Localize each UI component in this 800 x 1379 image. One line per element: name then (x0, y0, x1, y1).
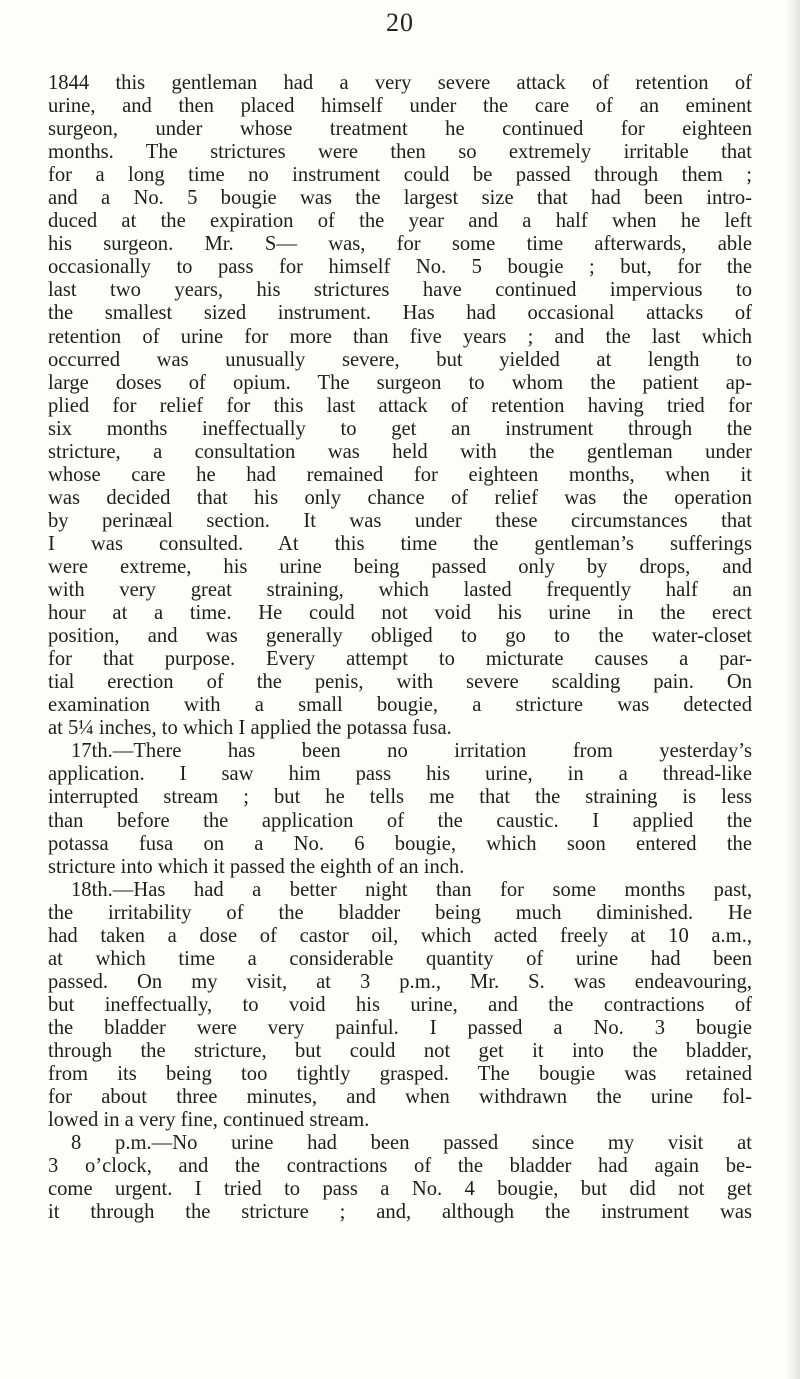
text-line: the bladder were very painful. I passed a No. 3 bougie (48, 1016, 752, 1039)
text-line: months. The strictures were then so extremely irritable that (48, 141, 752, 164)
text-line: had taken a dose of castor oil, which acted freely at 10 a.m., (48, 924, 752, 947)
text-line: at which time a considerable quantity of urine had been (48, 947, 752, 970)
text-line: I was consulted. At this time the gentleman’s sufferings (48, 532, 752, 555)
text-line: whose care he had remained for eighteen months, when it (48, 463, 752, 486)
text-line: hour at a time. He could not void his urine in the erect (48, 602, 752, 625)
text-line: six months ineffectually to get an instrument through the (48, 417, 752, 440)
text-line: 17th.—There has been no irritation from yesterday’s (71, 740, 752, 763)
body-text (48, 72, 752, 1224)
text-line: stricture, a consultation was held with the gentleman under (48, 440, 752, 463)
text-line: last two years, his strictures have continued impervious to (48, 279, 752, 302)
text-line: interrupted stream ; but he tells me that the straining is less (48, 786, 752, 809)
text-line: occurred was unusually severe, but yielded at length to (48, 348, 752, 371)
text-line: lowed in a very fine, continued stream. (48, 1109, 370, 1132)
text-line: by perinæal section. It was under these circumstances that (48, 509, 752, 532)
text-line: tial erection of the penis, with severe scalding pain. On (48, 671, 752, 694)
page-edge-shadow (786, 0, 800, 1379)
text-line: and a No. 5 bougie was the largest size that had been intro- (48, 187, 752, 210)
text-line: 3 o’clock, and the contractions of the bladder had again be- (48, 1155, 752, 1178)
page-number: 20 (386, 8, 414, 37)
text-line: with very great straining, which lasted frequently half an (48, 579, 752, 602)
text-line: position, and was generally obliged to go to the water-closet (48, 625, 752, 648)
text-line: application. I saw him pass his urine, in a thread-like (48, 763, 752, 786)
text-line: surgeon, under whose treatment he continued for eighteen (48, 118, 752, 141)
text-line: 18th.—Has had a better night than for some months past, (71, 878, 752, 901)
text-line: it through the stricture ; and, although the instrument was (48, 1201, 752, 1224)
text-line: 8 p.m.—No urine had been passed since my visit at (71, 1132, 752, 1155)
text-line: retention of urine for more than five years ; and the last which (48, 325, 752, 348)
text-line: were extreme, his urine being passed only by drops, and (48, 555, 752, 578)
text-line: than before the application of the caustic. I applied the (48, 809, 752, 832)
text-line: passed. On my visit, at 3 p.m., Mr. S. was endeavouring, (48, 970, 752, 993)
text-line: the irritability of the bladder being much diminished. He (48, 901, 752, 924)
text-line: at 5¼ inches, to which I applied the potassa fusa. (48, 717, 452, 740)
text-line: from its being too tightly grasped. The bougie was retained (48, 1063, 752, 1086)
text-line: through the stricture, but could not get it into the bladder, (48, 1039, 752, 1062)
text-line: for about three minutes, and when withdrawn the urine fol- (48, 1086, 752, 1109)
text-line: but ineffectually, to void his urine, and the contractions of (48, 993, 752, 1016)
text-line: potassa fusa on a No. 6 bougie, which soon entered the (48, 832, 752, 855)
text-line: for that purpose. Every attempt to micturate causes a par- (48, 648, 752, 671)
text-line: duced at the expiration of the year and a half when he left (48, 210, 752, 233)
text-line: large doses of opium. The surgeon to whom the patient ap- (48, 371, 752, 394)
text-line: was decided that his only chance of relief was the operation (48, 486, 752, 509)
text-line: the smallest sized instrument. Has had occasional attacks of (48, 302, 752, 325)
text-line: his surgeon. Mr. S— was, for some time afterwards, able (48, 233, 752, 256)
text-line: come urgent. I tried to pass a No. 4 bougie, but did not get (48, 1178, 752, 1201)
text-line: stricture into which it passed the eighth of an inch. (48, 855, 465, 878)
text-line: examination with a small bougie, a stricture was detected (48, 694, 752, 717)
text-line: plied for relief for this last attack of retention having tried for (48, 394, 752, 417)
text-line: 1844 this gentleman had a very severe attack of retention of (48, 72, 752, 94)
text-line: urine, and then placed himself under the care of an eminent (48, 95, 752, 118)
text-line: for a long time no instrument could be passed through them ; (48, 164, 752, 187)
text-line: occasionally to pass for himself No. 5 bougie ; but, for the (48, 256, 752, 279)
